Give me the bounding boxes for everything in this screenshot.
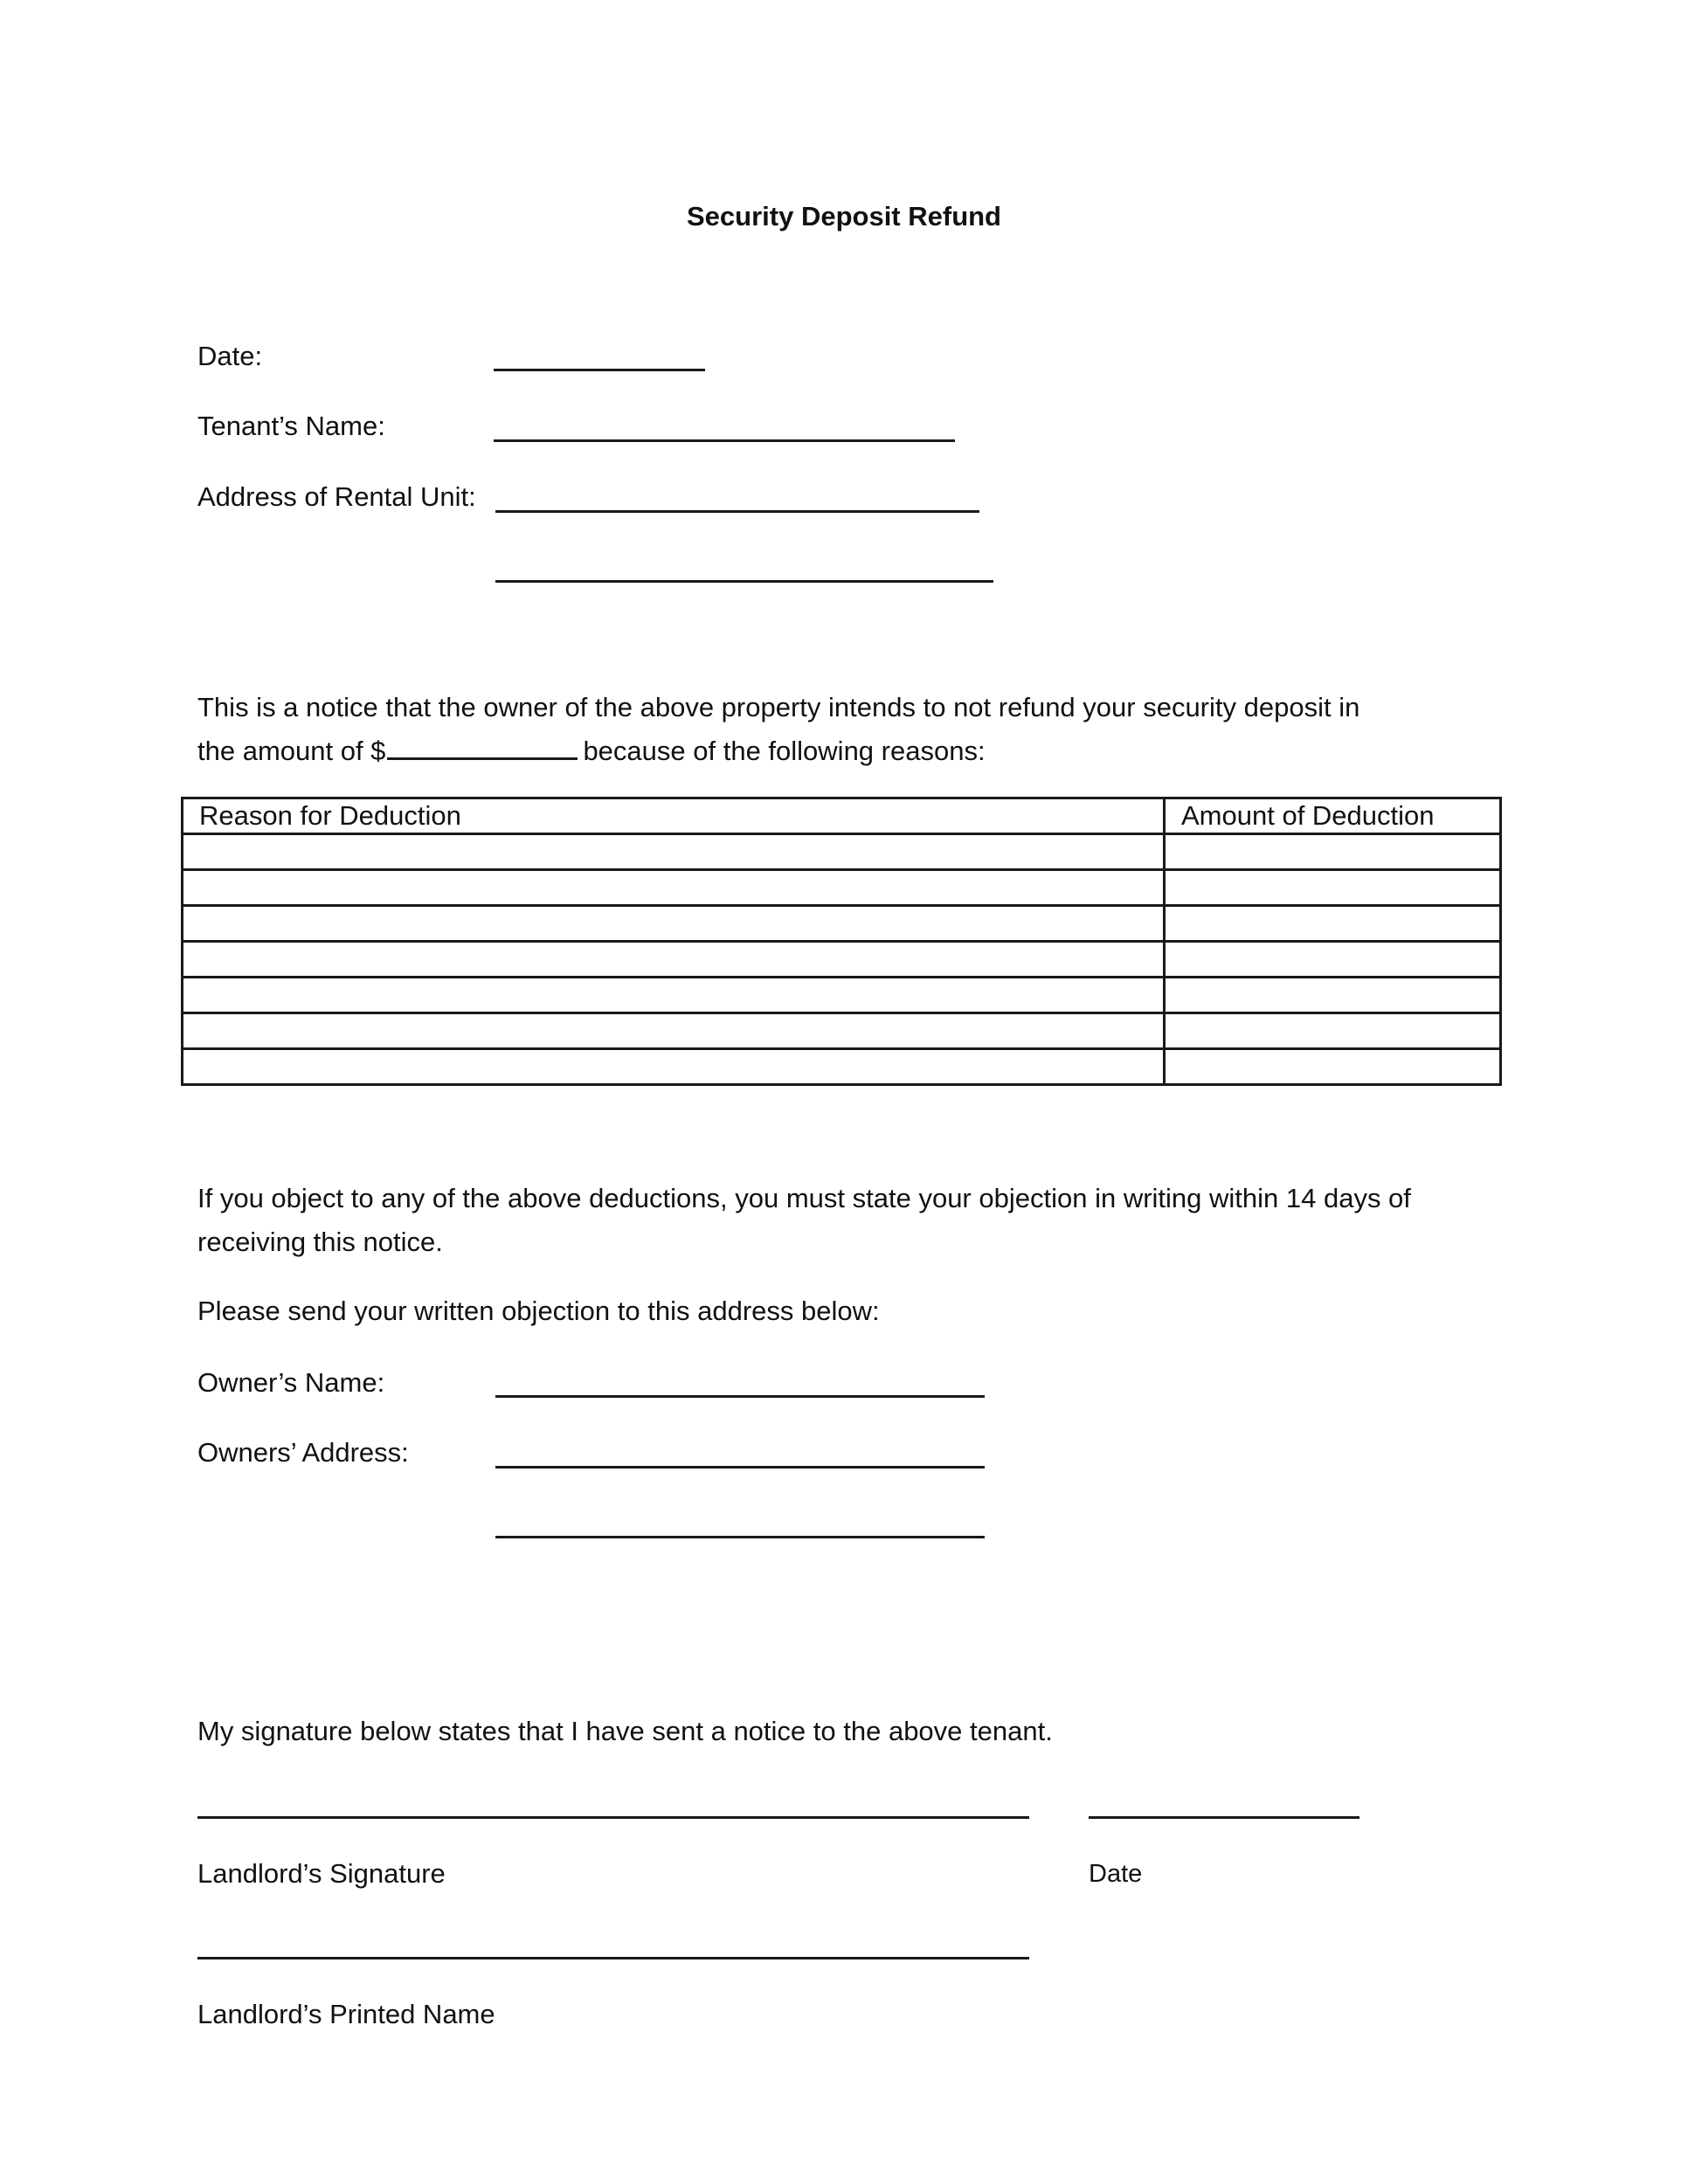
owner-name-blank[interactable]	[495, 1395, 985, 1398]
table-header-row	[183, 798, 1501, 834]
amount-cell[interactable]	[1165, 834, 1501, 870]
objection-line-2: receiving this notice.	[197, 1227, 443, 1257]
landlord-printed-name-blank[interactable]	[197, 1957, 1029, 1959]
signature-date-blank[interactable]	[1089, 1816, 1359, 1819]
amount-cell[interactable]	[1165, 1049, 1501, 1085]
tenant-name-blank[interactable]	[494, 439, 955, 442]
reason-cell[interactable]	[183, 834, 1165, 870]
reason-cell[interactable]	[183, 1049, 1165, 1085]
deductions-table	[181, 797, 1502, 1086]
reason-cell[interactable]	[183, 1013, 1165, 1049]
notice-amount-prefix: the amount of $	[197, 736, 386, 766]
date-blank[interactable]	[494, 369, 705, 371]
notice-line-1: This is a notice that the owner of the above property intends to not refund your security deposit in	[197, 692, 1360, 722]
reason-cell[interactable]	[183, 906, 1165, 942]
amount-cell[interactable]	[1165, 978, 1501, 1013]
tenant-name-label: Tenant’s Name:	[197, 411, 385, 441]
owner-address-label: Owners’ Address:	[197, 1437, 409, 1468]
objection-line-1: If you object to any of the above deductions, you must state your objection in writing within 14 days of	[197, 1183, 1411, 1213]
rental-address-blank-1[interactable]	[495, 510, 979, 513]
reason-cell[interactable]	[183, 978, 1165, 1013]
date-label: Date:	[197, 341, 263, 371]
landlord-signature-label: Landlord’s Signature	[197, 1858, 446, 1889]
owner-name-label: Owner’s Name:	[197, 1367, 385, 1398]
notice-line-2	[197, 729, 986, 773]
table-row	[183, 870, 1501, 906]
notice-amount-suffix: because of the following reasons:	[583, 736, 986, 766]
table-row	[183, 834, 1501, 870]
reason-column-header: Reason for Deduction	[183, 798, 1165, 834]
amount-cell[interactable]	[1165, 1013, 1501, 1049]
table-row	[183, 1049, 1501, 1085]
owner-address-blank-1[interactable]	[495, 1466, 985, 1469]
landlord-printed-name-label: Landlord’s Printed Name	[197, 1999, 495, 2029]
reason-cell[interactable]	[183, 870, 1165, 906]
rental-address-blank-2[interactable]	[495, 580, 993, 583]
amount-cell[interactable]	[1165, 906, 1501, 942]
form-title: Security Deposit Refund	[687, 201, 1001, 232]
deposit-amount-blank[interactable]	[387, 731, 578, 760]
amount-cell[interactable]	[1165, 870, 1501, 906]
signature-date-label: Date	[1089, 1860, 1143, 1888]
table-row	[183, 942, 1501, 978]
rental-address-label: Address of Rental Unit:	[197, 481, 476, 512]
send-objection-text: Please send your written objection to this address below:	[197, 1296, 880, 1326]
table-row	[183, 1013, 1501, 1049]
table-row	[183, 978, 1501, 1013]
amount-cell[interactable]	[1165, 942, 1501, 978]
owner-address-blank-2[interactable]	[495, 1536, 985, 1538]
table-row	[183, 906, 1501, 942]
landlord-signature-blank[interactable]	[197, 1816, 1029, 1819]
amount-column-header: Amount of Deduction	[1165, 798, 1501, 834]
reason-cell[interactable]	[183, 942, 1165, 978]
signature-statement: My signature below states that I have sent a notice to the above tenant.	[197, 1716, 1053, 1746]
